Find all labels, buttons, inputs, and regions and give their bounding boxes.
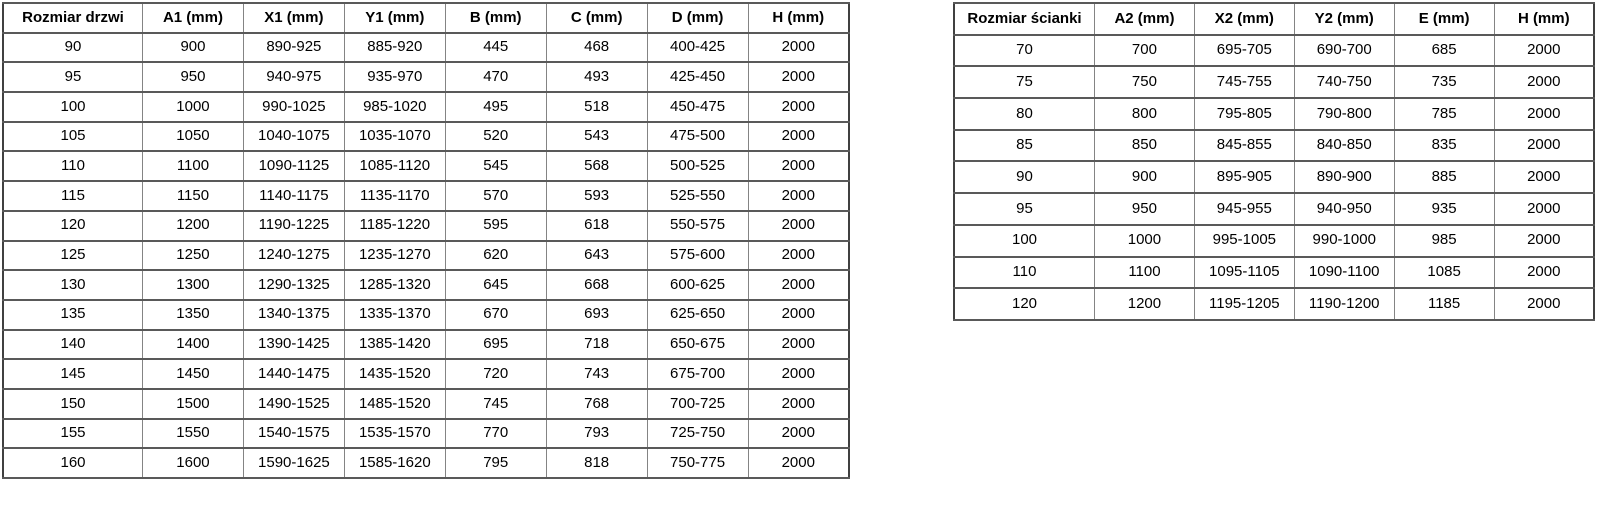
- table-cell: 695: [445, 330, 546, 360]
- table-cell: 1200: [143, 211, 244, 241]
- table-cell: 468: [546, 33, 647, 63]
- table-cell: 1085: [1394, 257, 1494, 289]
- table-cell: 160: [3, 448, 143, 478]
- table-cell: 1285-1320: [344, 270, 445, 300]
- table-cell: 750: [1095, 66, 1195, 98]
- table-cell: 835: [1394, 130, 1494, 162]
- table-cell: 1490-1525: [243, 389, 344, 419]
- column-header: H (mm): [1494, 3, 1594, 35]
- column-header: C (mm): [546, 3, 647, 33]
- table-row: [954, 98, 1594, 130]
- table-cell: 518: [546, 92, 647, 122]
- column-header: Rozmiar ścianki: [954, 3, 1095, 35]
- table-cell: 1050: [143, 122, 244, 152]
- table-cell: 1400: [143, 330, 244, 360]
- table-cell: 1235-1270: [344, 241, 445, 271]
- table-row: [3, 241, 849, 271]
- table-cell: 2000: [748, 448, 849, 478]
- table-cell: 493: [546, 62, 647, 92]
- table-cell: 795: [445, 448, 546, 478]
- table-cell: 1590-1625: [243, 448, 344, 478]
- table-cell: 2000: [748, 389, 849, 419]
- table-cell: 1450: [143, 359, 244, 389]
- table-cell: 525-550: [647, 181, 748, 211]
- table-cell: 130: [3, 270, 143, 300]
- table-cell: 625-650: [647, 300, 748, 330]
- table-cell: 1600: [143, 448, 244, 478]
- table-cell: 95: [954, 193, 1095, 225]
- table-cell: 110: [3, 151, 143, 181]
- table-cell: 543: [546, 122, 647, 152]
- table-cell: 840-850: [1294, 130, 1394, 162]
- table-row: [3, 92, 849, 122]
- table-cell: 1585-1620: [344, 448, 445, 478]
- table-cell: 400-425: [647, 33, 748, 63]
- column-header: X2 (mm): [1194, 3, 1294, 35]
- table-cell: 800: [1095, 98, 1195, 130]
- table-cell: 550-575: [647, 211, 748, 241]
- table-cell: 1100: [1095, 257, 1195, 289]
- table-cell: 520: [445, 122, 546, 152]
- table-cell: 1435-1520: [344, 359, 445, 389]
- table-row: [3, 211, 849, 241]
- door-size-table: [2, 2, 850, 479]
- table-cell: 685: [1394, 35, 1494, 67]
- table-cell: 790-800: [1294, 98, 1394, 130]
- column-header: Y2 (mm): [1294, 3, 1394, 35]
- table-cell: 768: [546, 389, 647, 419]
- table-cell: 945-955: [1194, 193, 1294, 225]
- table-row: [3, 419, 849, 449]
- table-cell: 70: [954, 35, 1095, 67]
- table-cell: 690-700: [1294, 35, 1394, 67]
- table-cell: 1340-1375: [243, 300, 344, 330]
- table-cell: 740-750: [1294, 66, 1394, 98]
- table-cell: 475-500: [647, 122, 748, 152]
- table-cell: 675-700: [647, 359, 748, 389]
- table-cell: 1290-1325: [243, 270, 344, 300]
- column-header: H (mm): [748, 3, 849, 33]
- table-cell: 645: [445, 270, 546, 300]
- table-cell: 1090-1100: [1294, 257, 1394, 289]
- table-row: [954, 130, 1594, 162]
- table-row: [3, 33, 849, 63]
- table-cell: 2000: [1494, 161, 1594, 193]
- table-cell: 1190-1225: [243, 211, 344, 241]
- table-cell: 650-675: [647, 330, 748, 360]
- table-cell: 718: [546, 330, 647, 360]
- table-cell: 940-975: [243, 62, 344, 92]
- table-cell: 795-805: [1194, 98, 1294, 130]
- table-cell: 125: [3, 241, 143, 271]
- table-cell: 845-855: [1194, 130, 1294, 162]
- table-cell: 470: [445, 62, 546, 92]
- table-cell: 2000: [1494, 193, 1594, 225]
- table-cell: 150: [3, 389, 143, 419]
- table-cell: 900: [1095, 161, 1195, 193]
- table-cell: 1540-1575: [243, 419, 344, 449]
- wall-table-header-row: [954, 3, 1594, 35]
- table-cell: 2000: [748, 122, 849, 152]
- table-cell: 90: [3, 33, 143, 63]
- table-row: [3, 270, 849, 300]
- table-cell: 2000: [748, 300, 849, 330]
- table-cell: 100: [954, 225, 1095, 257]
- table-cell: 850: [1095, 130, 1195, 162]
- table-cell: 120: [3, 211, 143, 241]
- table-cell: 575-600: [647, 241, 748, 271]
- table-cell: 100: [3, 92, 143, 122]
- table-cell: 1440-1475: [243, 359, 344, 389]
- table-cell: 1500: [143, 389, 244, 419]
- table-cell: 1035-1070: [344, 122, 445, 152]
- wall-size-table: [953, 2, 1595, 321]
- table-cell: 1150: [143, 181, 244, 211]
- table-cell: 985: [1394, 225, 1494, 257]
- table-cell: 135: [3, 300, 143, 330]
- table-cell: 90: [954, 161, 1095, 193]
- table-cell: 643: [546, 241, 647, 271]
- table-cell: 990-1025: [243, 92, 344, 122]
- column-header: X1 (mm): [243, 3, 344, 33]
- table-cell: 935: [1394, 193, 1494, 225]
- table-cell: 425-450: [647, 62, 748, 92]
- table-cell: 950: [1095, 193, 1195, 225]
- table-cell: 2000: [748, 419, 849, 449]
- column-header: A1 (mm): [143, 3, 244, 33]
- table-cell: 1000: [143, 92, 244, 122]
- table-cell: 85: [954, 130, 1095, 162]
- table-cell: 1085-1120: [344, 151, 445, 181]
- table-row: [954, 193, 1594, 225]
- table-cell: 895-905: [1194, 161, 1294, 193]
- table-cell: 745-755: [1194, 66, 1294, 98]
- table-cell: 145: [3, 359, 143, 389]
- table-cell: 670: [445, 300, 546, 330]
- door-table-header-row: [3, 3, 849, 33]
- table-cell: 1390-1425: [243, 330, 344, 360]
- column-header: A2 (mm): [1095, 3, 1195, 35]
- table-cell: 80: [954, 98, 1095, 130]
- table-cell: 115: [3, 181, 143, 211]
- column-header: E (mm): [1394, 3, 1494, 35]
- table-cell: 1195-1205: [1194, 288, 1294, 320]
- table-cell: 1140-1175: [243, 181, 344, 211]
- table-cell: 745: [445, 389, 546, 419]
- table-cell: 2000: [748, 62, 849, 92]
- table-cell: 720: [445, 359, 546, 389]
- table-cell: 445: [445, 33, 546, 63]
- table-cell: 885: [1394, 161, 1494, 193]
- column-header: Rozmiar drzwi: [3, 3, 143, 33]
- table-cell: 2000: [1494, 98, 1594, 130]
- table-cell: 2000: [1494, 225, 1594, 257]
- table-cell: 990-1000: [1294, 225, 1394, 257]
- table-cell: 885-920: [344, 33, 445, 63]
- table-cell: 620: [445, 241, 546, 271]
- table-row: [3, 359, 849, 389]
- table-cell: 155: [3, 419, 143, 449]
- table-cell: 2000: [748, 211, 849, 241]
- table-row: [3, 448, 849, 478]
- table-cell: 700-725: [647, 389, 748, 419]
- table-cell: 1135-1170: [344, 181, 445, 211]
- table-row: [3, 300, 849, 330]
- table-cell: 900: [143, 33, 244, 63]
- table-cell: 2000: [748, 359, 849, 389]
- table-cell: 545: [445, 151, 546, 181]
- table-cell: 2000: [748, 270, 849, 300]
- table-cell: 140: [3, 330, 143, 360]
- table-cell: 695-705: [1194, 35, 1294, 67]
- table-cell: 2000: [1494, 288, 1594, 320]
- table-cell: 743: [546, 359, 647, 389]
- table-row: [954, 161, 1594, 193]
- table-cell: 890-900: [1294, 161, 1394, 193]
- table-cell: 935-970: [344, 62, 445, 92]
- table-cell: 595: [445, 211, 546, 241]
- table-row: [954, 288, 1594, 320]
- table-cell: 500-525: [647, 151, 748, 181]
- table-cell: 568: [546, 151, 647, 181]
- table-cell: 1200: [1095, 288, 1195, 320]
- column-header: B (mm): [445, 3, 546, 33]
- table-row: [954, 66, 1594, 98]
- table-cell: 618: [546, 211, 647, 241]
- table-cell: 2000: [1494, 257, 1594, 289]
- table-cell: 1550: [143, 419, 244, 449]
- column-header: Y1 (mm): [344, 3, 445, 33]
- table-cell: 2000: [1494, 130, 1594, 162]
- table-cell: 770: [445, 419, 546, 449]
- table-cell: 785: [1394, 98, 1494, 130]
- table-cell: 890-925: [243, 33, 344, 63]
- table-cell: 818: [546, 448, 647, 478]
- table-row: [3, 62, 849, 92]
- table-cell: 593: [546, 181, 647, 211]
- table-cell: 725-750: [647, 419, 748, 449]
- table-cell: 668: [546, 270, 647, 300]
- table-cell: 793: [546, 419, 647, 449]
- table-row: [3, 330, 849, 360]
- table-cell: 110: [954, 257, 1095, 289]
- table-cell: 735: [1394, 66, 1494, 98]
- table-cell: 2000: [748, 33, 849, 63]
- table-row: [3, 389, 849, 419]
- column-header: D (mm): [647, 3, 748, 33]
- table-cell: 1185-1220: [344, 211, 445, 241]
- table-cell: 2000: [748, 241, 849, 271]
- table-cell: 1000: [1095, 225, 1195, 257]
- table-cell: 693: [546, 300, 647, 330]
- table-cell: 700: [1095, 35, 1195, 67]
- table-cell: 995-1005: [1194, 225, 1294, 257]
- table-cell: 1190-1200: [1294, 288, 1394, 320]
- table-cell: 1485-1520: [344, 389, 445, 419]
- table-cell: 2000: [748, 92, 849, 122]
- table-cell: 75: [954, 66, 1095, 98]
- table-cell: 1040-1075: [243, 122, 344, 152]
- table-cell: 1100: [143, 151, 244, 181]
- table-cell: 1350: [143, 300, 244, 330]
- table-row: [954, 225, 1594, 257]
- table-cell: 570: [445, 181, 546, 211]
- table-cell: 2000: [748, 330, 849, 360]
- table-row: [3, 122, 849, 152]
- table-cell: 750-775: [647, 448, 748, 478]
- table-cell: 940-950: [1294, 193, 1394, 225]
- table-cell: 2000: [1494, 35, 1594, 67]
- table-row: [954, 257, 1594, 289]
- table-cell: 1385-1420: [344, 330, 445, 360]
- table-cell: 105: [3, 122, 143, 152]
- table-cell: 1250: [143, 241, 244, 271]
- table-cell: 450-475: [647, 92, 748, 122]
- table-cell: 600-625: [647, 270, 748, 300]
- table-cell: 120: [954, 288, 1095, 320]
- table-cell: 950: [143, 62, 244, 92]
- table-cell: 495: [445, 92, 546, 122]
- table-cell: 2000: [748, 181, 849, 211]
- table-cell: 1090-1125: [243, 151, 344, 181]
- table-cell: 95: [3, 62, 143, 92]
- table-cell: 1335-1370: [344, 300, 445, 330]
- table-cell: 2000: [1494, 66, 1594, 98]
- table-row: [3, 151, 849, 181]
- table-cell: 1185: [1394, 288, 1494, 320]
- table-cell: 1095-1105: [1194, 257, 1294, 289]
- table-cell: 1240-1275: [243, 241, 344, 271]
- table-row: [3, 181, 849, 211]
- table-cell: 2000: [748, 151, 849, 181]
- table-cell: 985-1020: [344, 92, 445, 122]
- table-cell: 1535-1570: [344, 419, 445, 449]
- table-row: [954, 35, 1594, 67]
- table-cell: 1300: [143, 270, 244, 300]
